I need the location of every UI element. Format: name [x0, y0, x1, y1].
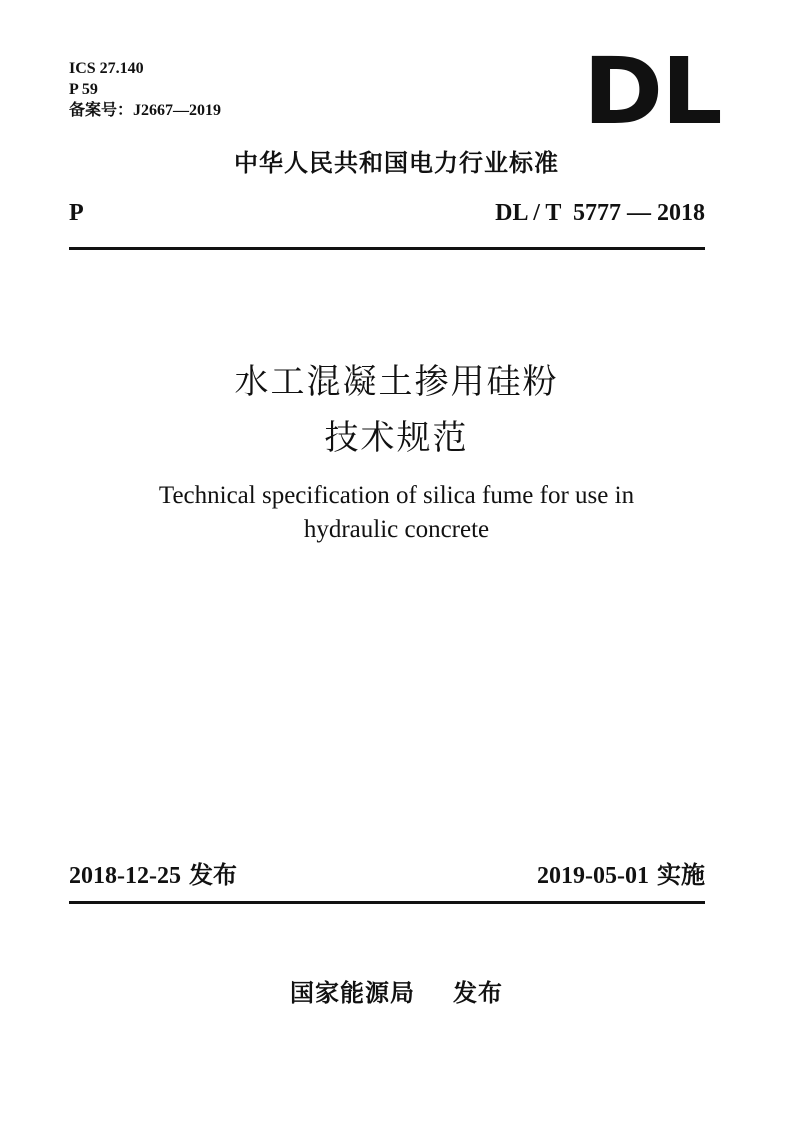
- bottom-divider: [69, 901, 705, 904]
- implement-date-block: [537, 860, 705, 891]
- publisher-line: [0, 978, 793, 1008]
- record-number: 备案号：J2667—2019: [69, 102, 222, 119]
- classification-block: [69, 58, 221, 121]
- title-en-line2: hydraulic concrete: [303, 516, 490, 543]
- implement-date: 2019-05-01: [537, 863, 649, 889]
- ics-code: ICS 27.140: [69, 60, 144, 77]
- issue-date: 2018-12-25: [69, 863, 181, 889]
- title-cn-line1: 水工混凝土掺用硅粉: [234, 362, 559, 402]
- p-classification: P 59: [69, 81, 98, 98]
- top-divider: [69, 247, 705, 250]
- issue-date-block: [69, 860, 237, 891]
- implement-label: 实施: [657, 861, 705, 889]
- publisher-name: 国家能源局: [290, 979, 415, 1007]
- standard-type-heading: 中华人民共和国电力行业标准: [234, 149, 559, 177]
- publisher-action: 发布: [453, 979, 503, 1007]
- issue-label: 发布: [188, 861, 237, 889]
- standard-number: DL / T 5777 — 2018: [495, 200, 705, 226]
- category-code: P: [69, 200, 84, 226]
- title-en-line1: Technical specification of silica fume for use in: [158, 482, 635, 509]
- dl-logo: DL: [583, 38, 721, 145]
- title-cn-line2: 技术规范: [324, 418, 469, 458]
